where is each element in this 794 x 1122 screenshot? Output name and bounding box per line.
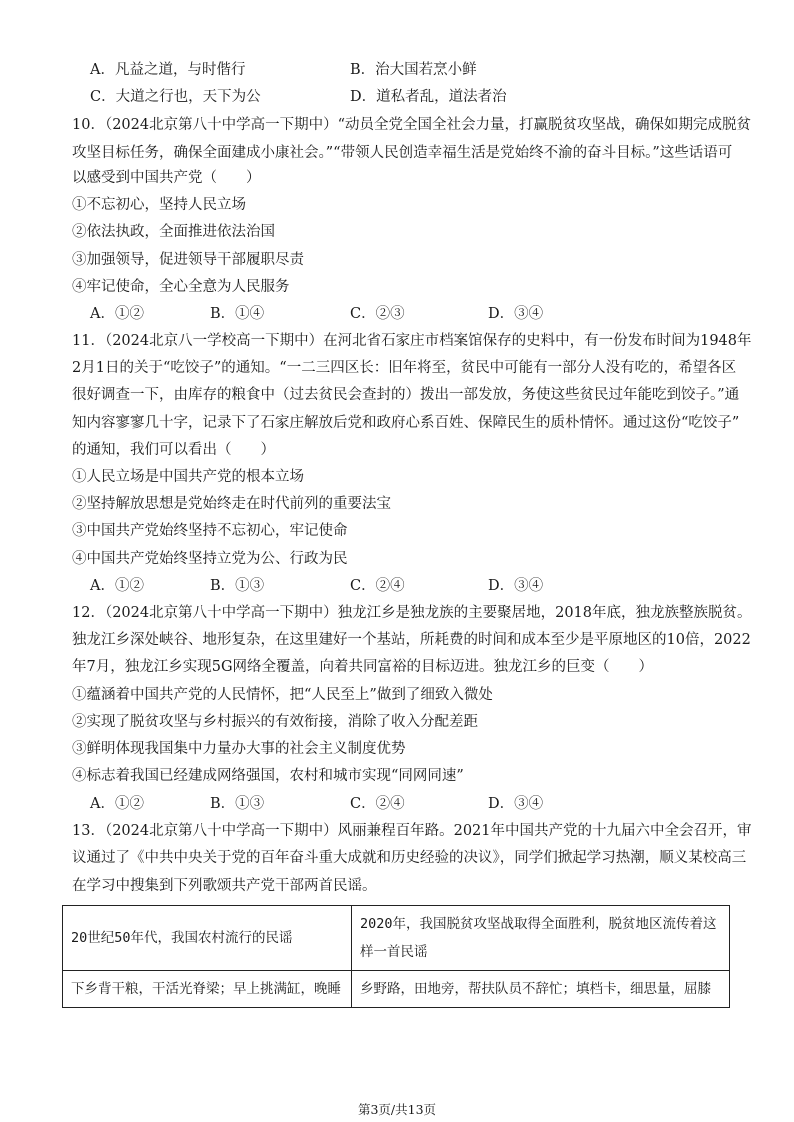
q12-choice-c: C．②④ <box>350 796 405 812</box>
q9-option-d: D．道私者乱，道法者治 <box>350 89 507 105</box>
q10-item-4: ④牢记使命，全心全意为人民服务 <box>72 279 290 295</box>
q13-stem-line-3: 在学习中搜集到下列歌颂共产党干部两首民谣。 <box>72 878 377 894</box>
q11-choice-d: D．③④ <box>488 578 544 594</box>
q11-stem-line-2: 2月1日的关于“吃饺子”的通知。“一二三四区长：旧年将至，贫民中可能有一部分人没有吃的，希望各区 <box>72 360 737 376</box>
q10-choice-c: C．②③ <box>350 306 405 322</box>
q10-stem-line-1: 10．（2024北京第八十中学高一下期中）“动员全党全国全社会力量，打赢脱贫攻坚战，确保如期完成脱贫 <box>72 117 752 133</box>
q10-choice-b: B．①④ <box>210 306 265 322</box>
q12-item-2: ②实现了脱贫攻坚与乡村振兴的有效衔接，消除了收入分配差距 <box>72 714 478 730</box>
table-cell-2020-header <box>352 906 730 971</box>
q10-stem-line-3: 以感受到中国共产党（ ） <box>72 170 261 186</box>
song-left-text: 下乡背干粮，干活光脊梁；早上挑满缸，晚睡 <box>71 981 341 997</box>
q10-choice-d: D．③④ <box>488 306 544 322</box>
table-row <box>63 971 730 1008</box>
table-cell-1950s-song <box>63 971 352 1008</box>
q11-item-3: ③中国共产党始终坚持不忘初心，牢记使命 <box>72 523 348 539</box>
q10-item-3: ③加强领导，促进领导干部履职尽责 <box>72 252 304 268</box>
table-cell-1950s-header <box>63 906 352 971</box>
q10-item-1: ①不忘初心，坚持人民立场 <box>72 197 246 213</box>
q12-stem-line-1: 12．（2024北京第八十中学高一下期中）独龙江乡是独龙族的主要聚居地，2018年底，独龙族整族脱贫。 <box>72 605 752 621</box>
header-right-line-1: 2020年，我国脱贫攻坚战取得全面胜利，脱贫地区流传着这 <box>360 916 717 932</box>
song-right-text: 乡野路，田地旁，帮扶队员不辞忙；填档卡，细思量，屈膝 <box>360 981 711 997</box>
q12-item-1: ①蕴涵着中国共产党的人民情怀，把“人民至上”做到了细致入微处 <box>72 687 493 703</box>
q12-choice-d: D．③④ <box>488 796 544 812</box>
header-left-text: 20世纪50年代，我国农村流行的民谣 <box>71 930 293 946</box>
q12-item-4: ④标志着我国已经建成网络强国，农村和城市实现“同网同速” <box>72 768 464 784</box>
header-right-line-2: 样一首民谣 <box>360 944 428 960</box>
q11-item-4: ④中国共产党始终坚持立党为公、行政为民 <box>72 551 348 567</box>
folk-song-table <box>62 905 730 1008</box>
q12-choice-b: B．①③ <box>210 796 265 812</box>
q10-stem-line-2: 攻坚目标任务，确保全面建成小康社会。”“带领人民创造幸福生活是党始终不渝的奋斗目标。”这些话语可 <box>72 145 733 161</box>
q9-option-a: A．凡益之道，与时偕行 <box>90 62 246 78</box>
page-footer: 第3页/共13页 <box>357 1102 437 1117</box>
q11-stem-line-1: 11．（2024北京八一学校高一下期中）在河北省石家庄市档案馆保存的史料中，有一份发布时间为1948年 <box>72 333 752 349</box>
q10-item-2: ②依法执政，全面推进依法治国 <box>72 224 275 240</box>
table-header-row <box>63 906 730 971</box>
q12-choice-a: A．①② <box>90 796 144 812</box>
q11-choice-b: B．①③ <box>210 578 265 594</box>
q10-choice-a: A．①② <box>90 306 144 322</box>
q11-stem-line-4: 知内容寥寥几十字，记录下了石家庄解放后党和政府心系百姓、保障民生的质朴情怀。通过这份“吃饺子” <box>72 415 740 431</box>
table-cell-2020-song <box>352 971 730 1008</box>
q13-stem-line-1: 13．（2024北京第八十中学高一下期中）风丽兼程百年路。2021年中国共产党的十九届六中全会召开，审 <box>72 823 752 839</box>
q11-choice-a: A．①② <box>90 578 144 594</box>
q11-choice-c: C．②④ <box>350 578 405 594</box>
q12-stem-line-2: 独龙江乡深处峡谷、地形复杂，在这里建好一个基站，所耗费的时间和成本至少是平原地区的10倍，2022 <box>72 632 751 648</box>
q11-stem-line-3: 很好调查一下，由库存的粮食中（过去贫民会查封的）拨出一部发放，务使这些贫民过年能吃到饺子。”通 <box>72 387 740 403</box>
q9-option-c: C．大道之行也，天下为公 <box>90 89 261 105</box>
q11-item-2: ②坚持解放思想是党始终走在时代前列的重要法宝 <box>72 496 391 512</box>
q11-stem-line-5: 的通知，我们可以看出（ ） <box>72 442 275 458</box>
q12-stem-line-3: 年7月，独龙江乡实现5G网络全覆盖，向着共同富裕的目标迈进。独龙江乡的巨变（ ） <box>72 659 654 675</box>
q9-option-b: B．治大国若烹小鲜 <box>350 62 477 78</box>
q11-item-1: ①人民立场是中国共产党的根本立场 <box>72 469 304 485</box>
q13-stem-line-2: 议通过了《中共中央关于党的百年奋斗重大成就和历史经验的决议》，同学们掀起学习热潮，顺义某校高三 <box>72 850 747 866</box>
q12-item-3: ③鲜明体现我国集中力量办大事的社会主义制度优势 <box>72 741 406 757</box>
